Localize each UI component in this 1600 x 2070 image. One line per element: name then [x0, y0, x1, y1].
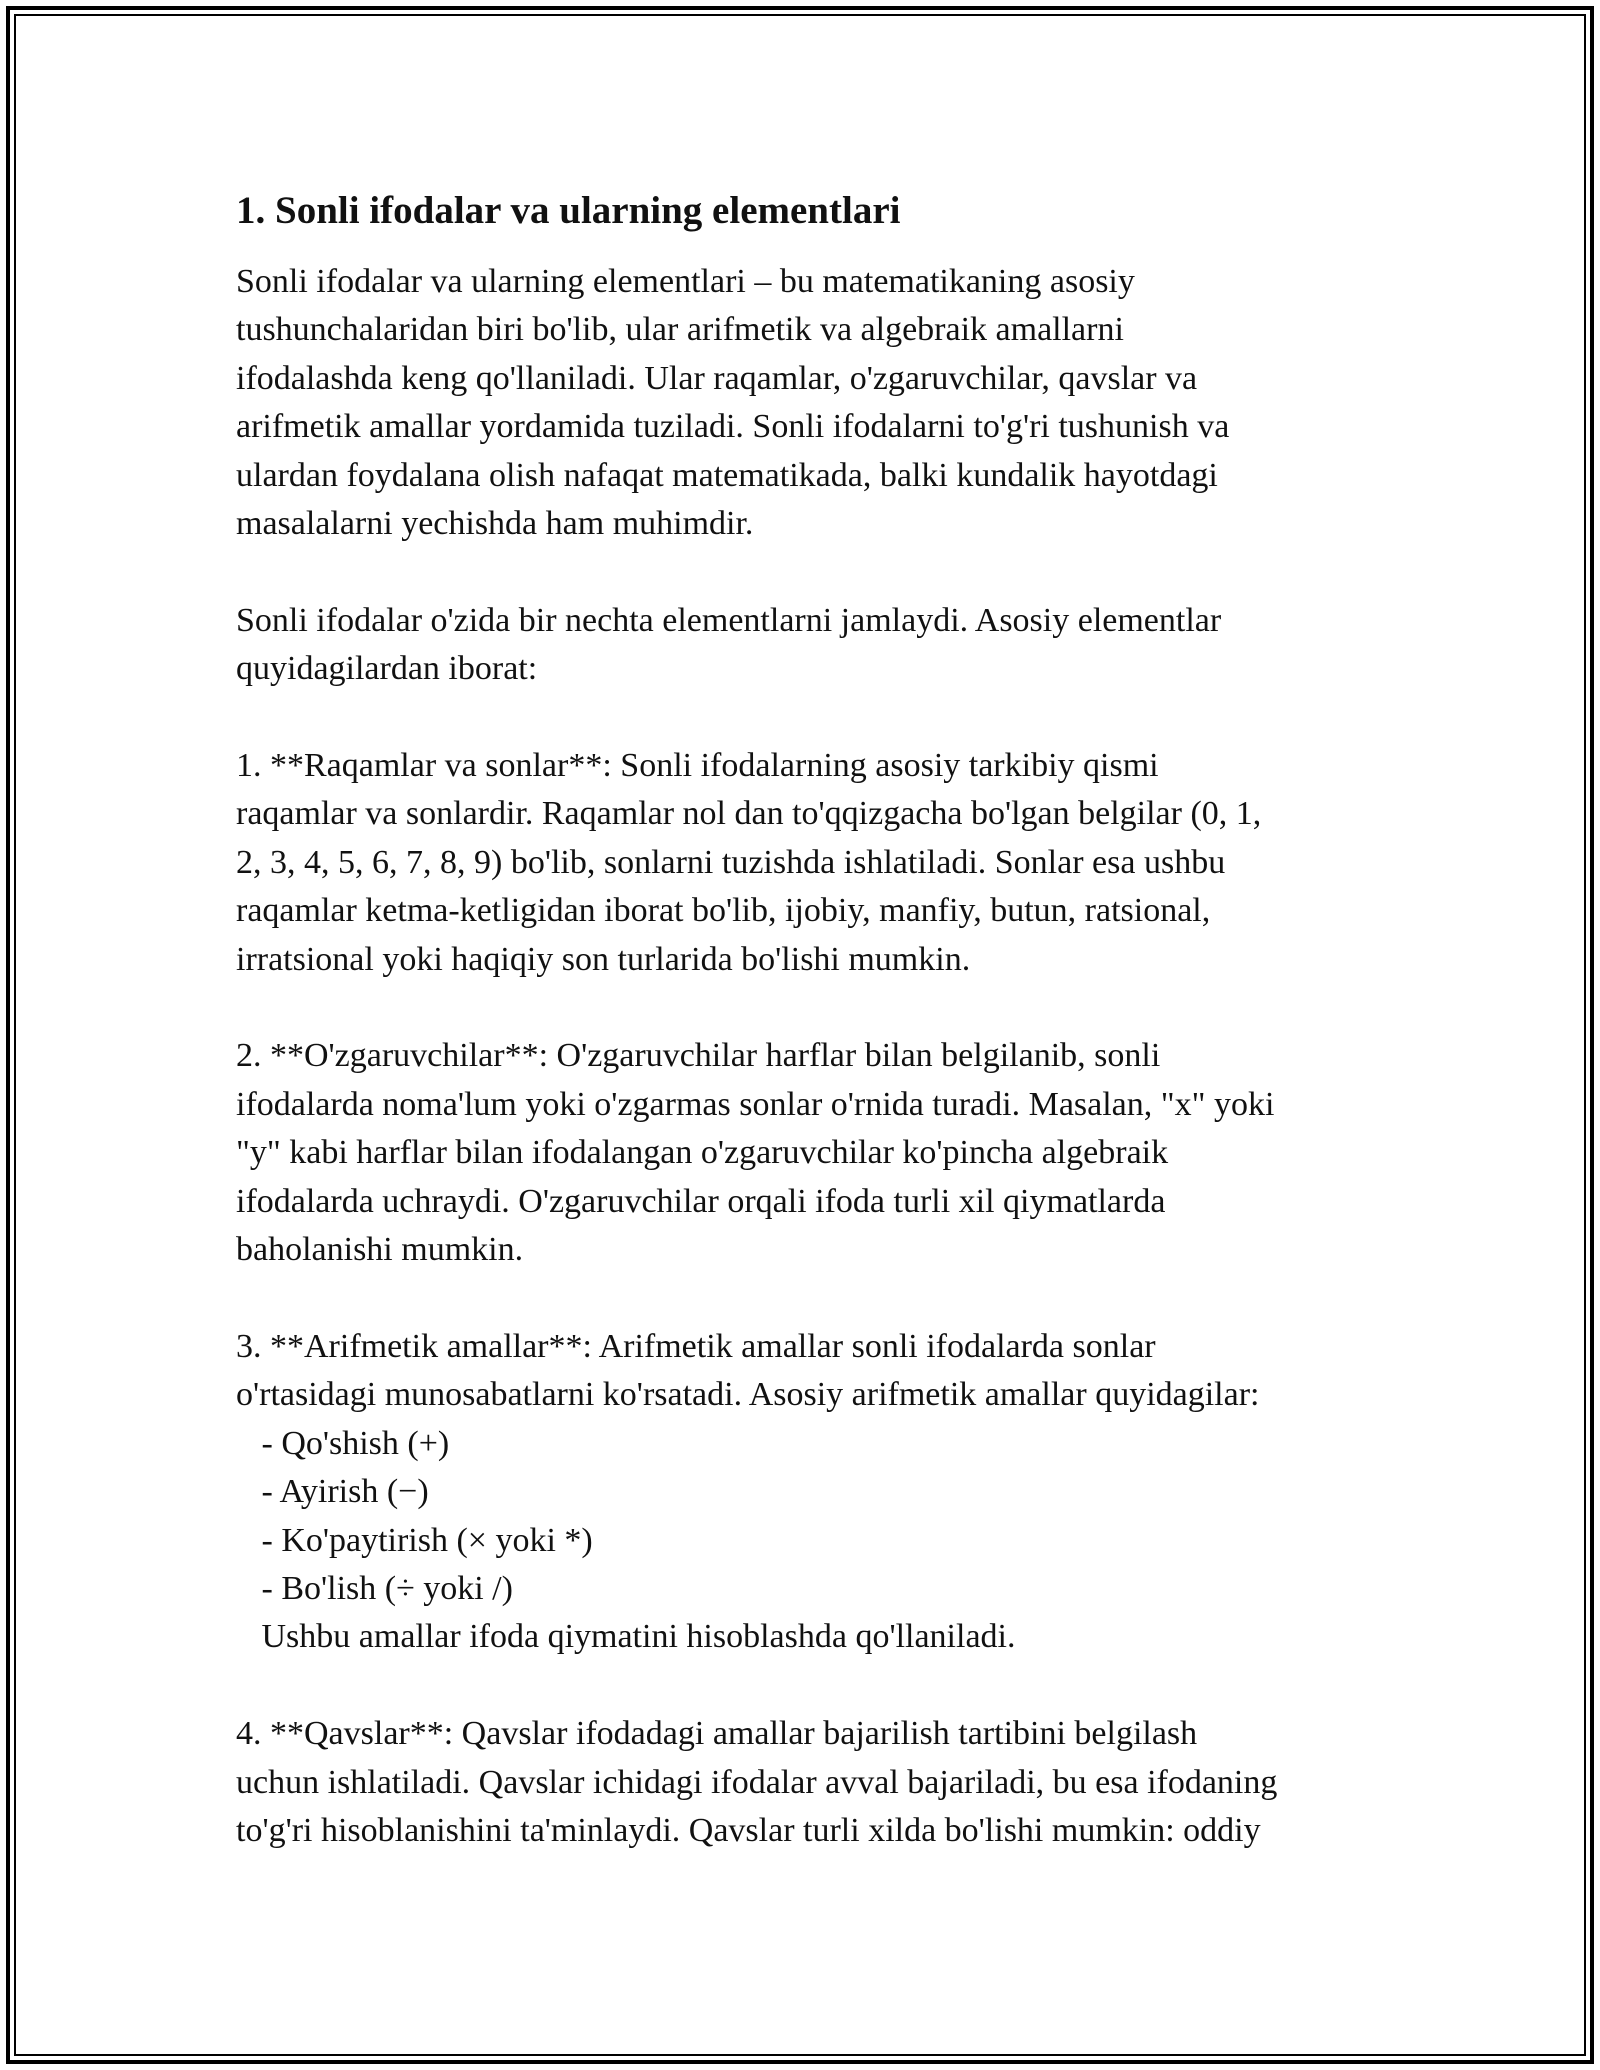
section-heading: 1. Sonli ifodalar va ularning elementlari	[236, 189, 901, 232]
paragraph-gap	[236, 694, 1366, 742]
paragraph-item-operations: 3. **Arifmetik amallar**: Arifmetik amallar sonli ifodalarda sonlar o'rtasidagi munosabatlarni ko'rsatadi. Asosiy arifmetik amallar quyidagilar: - Qo'shish (+) - Ayirish (−) - Ko'paytirish (× yoki *) - Bo'lish (÷ yoki /) Ushbu amallar ifoda qiymatini hisoblashda qo'llaniladi.	[236, 1327, 1260, 1656]
paragraph-gap	[236, 1274, 1366, 1322]
paragraph-item-numbers: 1. **Raqamlar va sonlar**: Sonli ifodalarning asosiy tarkibiy qismi raqamlar va sonlardir. Raqamlar nol dan to'qqizgacha bo'lgan belgilar (0, 1, 2, 3, 4, 5, 6, 7, 8, 9) bo'lib, sonlarni tuzishda ishlatiladi. Sonlar esa ushbu raqamlar ketma-ketligidan iborat bo'lib, ijobiy, manfiy, butun, ratsional, irratsional yoki haqiqiy son turlarida bo'lishi mumkin.	[236, 747, 1262, 978]
paragraph-gap	[236, 548, 1366, 596]
paragraph-item-variables: 2. **O'zgaruvchilar**: O'zgaruvchilar harflar bilan belgilanib, sonli ifodalarda noma'lum yoki o'zgarmas sonlar o'rnida turadi. Masalan, "x" yoki "y" kabi harflar bilan ifodalangan o'zgaruvchilar ko'pincha algebraik ifodalarda uchraydi. O'zgaruvchilar orqali ifoda turli xil qiymatlarda baholanishi mumkin.	[236, 1037, 1275, 1269]
paragraph-intro: Sonli ifodalar va ularning elementlari – bu matematikaning asosiy tushunchalaridan biri bo'lib, ular arifmetik va algebraik amallarni ifodalashda keng qo'llaniladi. Ular raqamlar, o'zgaruvchilar, qavslar va arifmetik amallar yordamida tuziladi. Sonli ifodalarni to'g'ri tushunish va ulardan foydalana olish nafaqat matematikada, balki kundalik hayotdagi masalalarni yechishda ham muhimdir.	[236, 263, 1230, 543]
paragraph-item-brackets: 4. **Qavslar**: Qavslar ifodadagi amallar bajarilish tartibini belgilash uchun ishlatiladi. Qavslar ichidagi ifodalar avval bajariladi, bu esa ifodaning to'g'ri hisoblanishini ta'minlaydi. Qavslar turli xilda bo'lishi mumkin: oddiy	[236, 1715, 1278, 1849]
paragraph-elements-intro: Sonli ifodalar o'zida bir nechta elementlarni jamlaydi. Asosiy elementlar quyidagilardan iborat:	[236, 601, 1222, 688]
paragraph-gap	[236, 1662, 1366, 1710]
document-body	[236, 186, 1366, 1855]
paragraph-gap	[236, 984, 1366, 1032]
